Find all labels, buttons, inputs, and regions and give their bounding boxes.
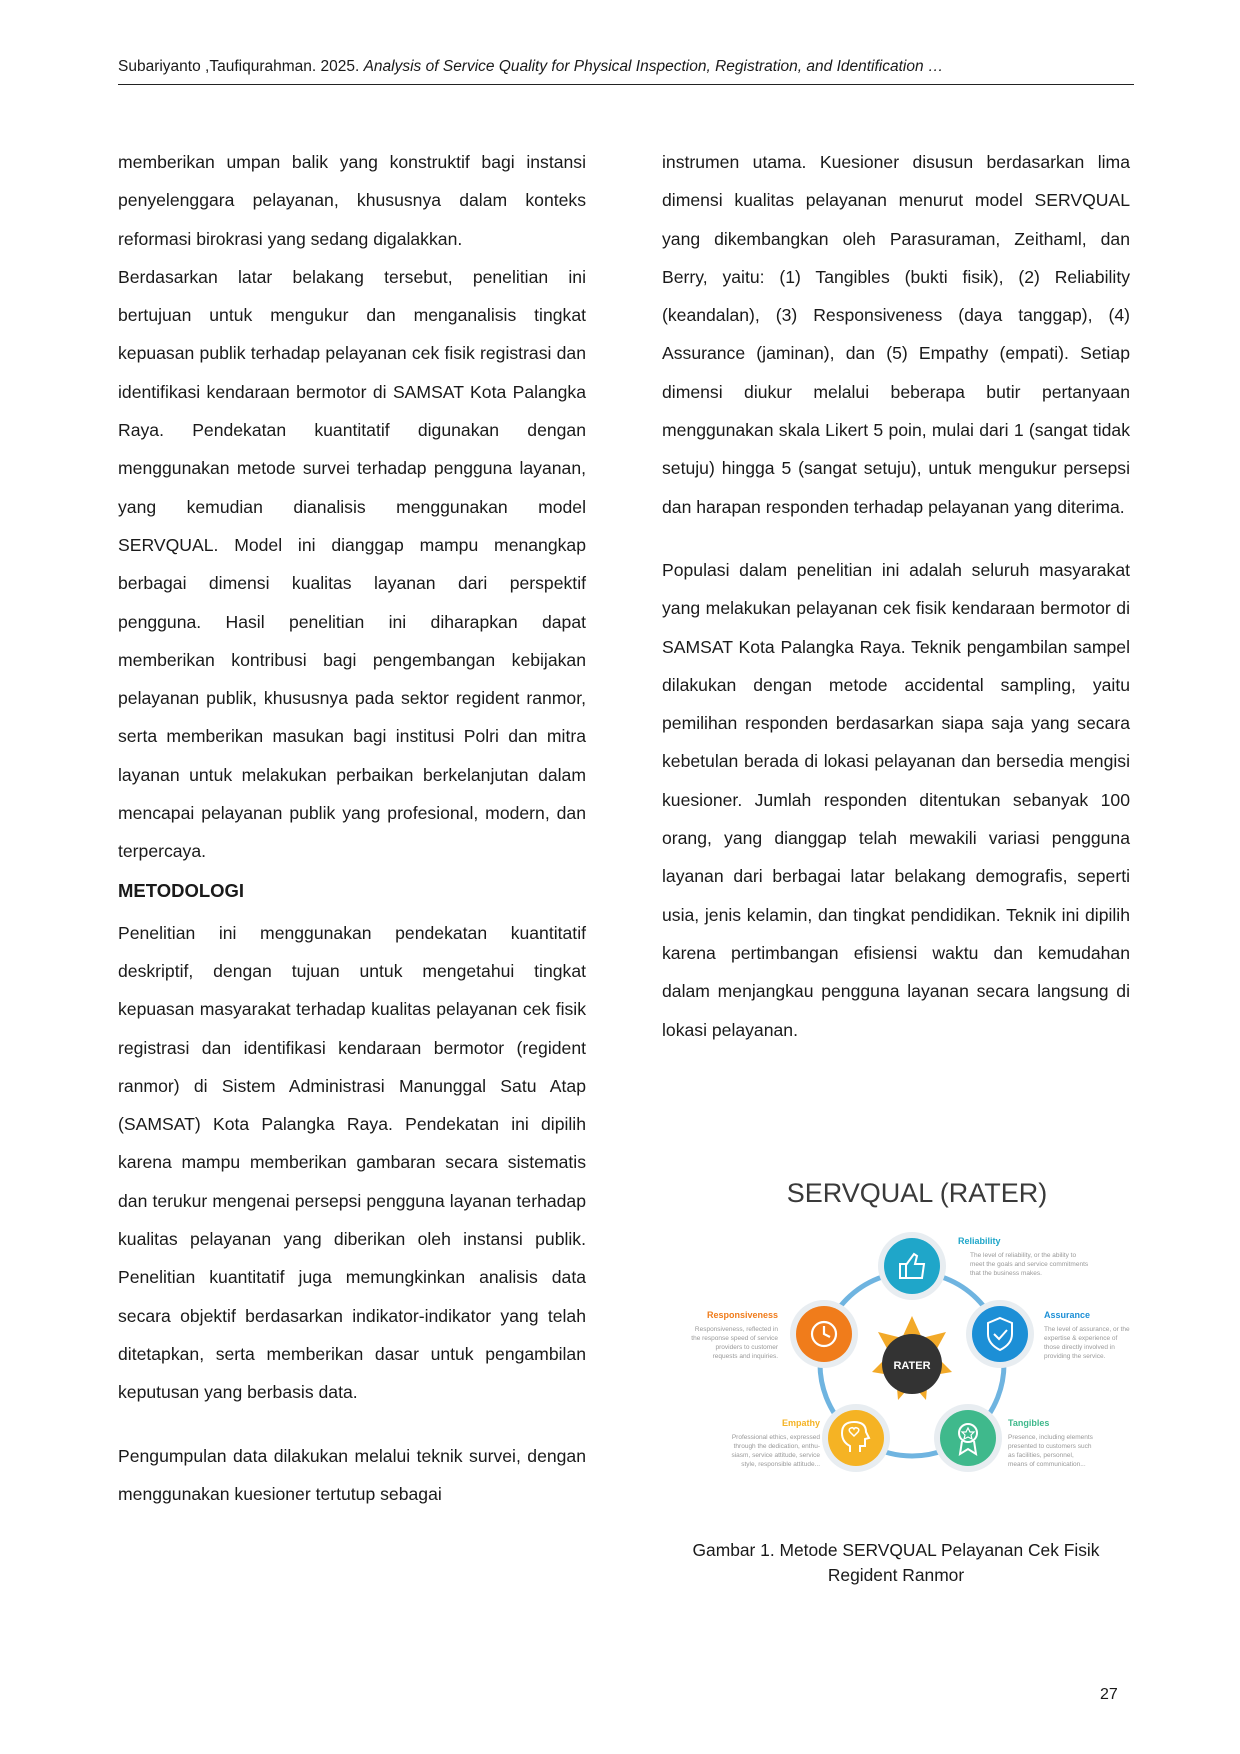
tangibles-desc-3: as facilities, personnel, <box>1008 1452 1074 1459</box>
assurance-desc-3: those directly involved in <box>1044 1344 1115 1351</box>
right-column <box>662 143 1130 1049</box>
servqual-figure <box>674 1168 1160 1498</box>
reliability-label: Reliability <box>958 1236 1001 1246</box>
left-paragraph-4: Pengumpulan data dilakukan melalui teknik survei, dengan menggunakan kuesioner tertutup sebagai <box>118 1445 586 1504</box>
empathy-desc-2: through the dedication, enthu- <box>733 1443 820 1450</box>
assurance-circle <box>972 1306 1028 1362</box>
assurance-label: Assurance <box>1044 1310 1091 1320</box>
responsiveness-label: Responsiveness <box>706 1310 778 1320</box>
center-label: RATER <box>893 1360 931 1372</box>
reliability-desc-2: meet the goals and service commitments <box>970 1261 1089 1268</box>
responsiveness-desc-1: Responsiveness, reflected in <box>694 1326 778 1333</box>
tangibles-label: Tangibles <box>1008 1418 1050 1428</box>
tangibles-circle <box>940 1410 996 1466</box>
right-paragraph-2: Populasi dalam penelitian ini adalah seluruh masyarakat yang melakukan pelayanan cek fisik kendaraan bermotor di SAMSAT Kota Palangka Raya. Teknik pengambilan sampel dilakukan dengan metode accidental sampling, yaitu pemilihan responden berdasarkan siapa saja yang secara kebetulan berada di lokasi pelayanan dan bersedia mengisi kuesioner. Jumlah responden ditentukan sebanyak 100 orang, yang dianggap telah mewakili variasi pengguna layanan dari berbagai latar belakang demografis, seperti usia, jenis kelamin, dan tingkat pendidikan. Teknik ini dipilih karena pertimbangan efisiensi waktu dan kemudahan dalam menjangkau pengguna layanan secara langsung di lokasi pelayanan. <box>662 559 1130 1040</box>
empathy-label: Empathy <box>781 1418 820 1428</box>
left-paragraph-3: Penelitian ini menggunakan pendekatan kuantitatif deskriptif, dengan tujuan untuk mengetahui tingkat kepuasan masyarakat terhadap kualitas pelayanan cek fisik registrasi dan identifikasi kendaraan bermotor (regident ranmor) di Sistem Administrasi Manunggal Satu Atap (SAMSAT) Kota Palangka Raya. Pendekatan ini dipilih karena mampu memberikan gambaran secara sistematis dan terukur mengenai persepsi pengguna layanan terhadap kualitas pelayanan yang diberikan oleh instansi publik. Penelitian kuantitatif juga memungkinkan analisis data secara objektif berdasarkan indikator-indikator yang telah ditetapkan, serta memberikan dasar untuk pengambilan keputusan yang berbasis data. <box>118 922 586 1403</box>
reliability-desc-1: The level of reliability, or the ability to <box>970 1252 1077 1259</box>
responsiveness-desc-3: providers to customer <box>715 1344 778 1351</box>
caption-line-2: Regident Ranmor <box>827 1565 965 1585</box>
left-paragraph-1: memberikan umpan balik yang konstruktif bagi instansi penyelenggara pelayanan, khususnya dalam konteks reformasi birokrasi yang sedang digalakkan. <box>118 152 586 249</box>
empathy-circle <box>828 1410 884 1466</box>
responsiveness-desc-2: the response speed of service <box>691 1335 778 1342</box>
header-title: Analysis of Service Quality for Physical Inspection, Registration, and Identification … <box>363 58 944 75</box>
right-paragraph-1: instrumen utama. Kuesioner disusun berdasarkan lima dimensi kualitas pelayanan menurut model SERVQUAL yang dikembangkan oleh Parasuraman, Zeithaml, dan Berry, yaitu: (1) Tangibles (bukti fisik), (2) Reliability (keandalan), (3) Responsiveness (daya tanggap), (4) Assurance (jaminan), dan (5) Empathy (empati). Setiap dimensi diukur melalui beberapa butir pertanyaan menggunakan skala Likert 5 poin, mulai dari 1 (sangat tidak setuju) hingga 5 (sangat setuju), untuk mengukur persepsi dan harapan responden terhadap pelayanan yang diterima. <box>662 152 1130 517</box>
assurance-desc-4: providing the service. <box>1044 1353 1106 1360</box>
tangibles-desc-1: Presence, including elements <box>1008 1434 1093 1441</box>
figure-title: SERVQUAL (RATER) <box>786 1178 1048 1208</box>
assurance-desc-2: expertise & experience of <box>1044 1335 1118 1342</box>
section-heading-metodologi: METODOLOGI <box>118 879 245 901</box>
caption-line-1: Gambar 1. Metode SERVQUAL Pelayanan Cek Fisik <box>692 1540 1100 1560</box>
page-number: 27 <box>1100 1686 1118 1703</box>
figure-caption <box>662 1538 1130 1588</box>
empathy-desc-1: Professional ethics, expressed <box>731 1434 820 1441</box>
left-column <box>118 143 586 1513</box>
empathy-desc-4: style, responsible attitude... <box>741 1461 820 1468</box>
reliability-circle <box>884 1238 940 1294</box>
assurance-desc-1: The level of assurance, or the <box>1044 1326 1130 1333</box>
tangibles-desc-2: presented to customers such <box>1008 1443 1092 1450</box>
reliability-desc-3: that the business makes. <box>970 1270 1042 1277</box>
left-paragraph-2: Berdasarkan latar belakang tersebut, penelitian ini bertujuan untuk mengukur dan menganalisis tingkat kepuasan publik terhadap pelayanan cek fisik registrasi dan identifikasi kendaraan bermotor di SAMSAT Kota Palangka Raya. Pendekatan kuantitatif digunakan dengan menggunakan metode survei terhadap pengguna layanan, yang kemudian dianalisis menggunakan model SERVQUAL. Model ini dianggap mampu menangkap berbagai dimensi kualitas layanan dari perspektif pengguna. Hasil penelitian ini diharapkan dapat memberikan kontribusi bagi pengembangan kebijakan pelayanan publik, khususnya pada sektor regident ranmor, serta memberikan masukan bagi institusi Polri dan mitra layanan untuk melakukan perbaikan berkelanjutan dalam mencapai pelayanan publik yang profesional, modern, dan terpercaya. <box>118 266 586 862</box>
tangibles-desc-4: means of communication... <box>1008 1461 1086 1468</box>
running-header <box>118 58 1134 85</box>
header-authors: Subariyanto ,Taufiqurahman. 2025. <box>118 58 360 75</box>
responsiveness-desc-4: requests and inquiries. <box>712 1353 778 1360</box>
empathy-desc-3: siasm, service attitude, service <box>731 1452 820 1459</box>
